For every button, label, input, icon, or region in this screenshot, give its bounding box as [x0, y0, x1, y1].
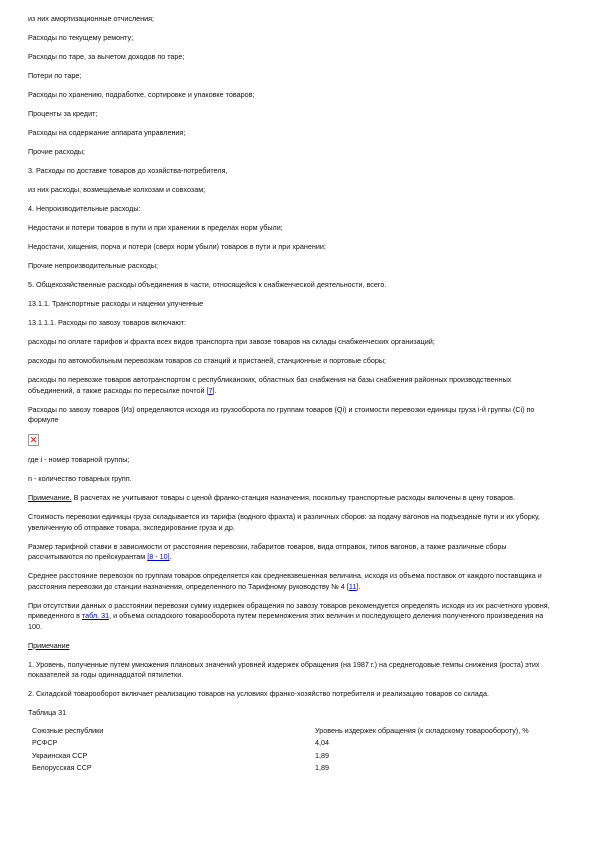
paragraph-end: . [358, 581, 361, 591]
paragraph: 4. Непроизводительные расходы: [28, 204, 141, 213]
reference-link[interactable]: [11] [346, 581, 359, 591]
paragraph: Потери по таре; [28, 71, 82, 80]
table-row [32, 737, 532, 750]
paragraph: из них расходы, возмещаемые колхозам и совхозам; [28, 185, 206, 194]
paragraph-avg-distance [28, 571, 558, 592]
broken-image-icon [28, 434, 39, 446]
paragraph: Прочие непроизводительные расходы; [28, 261, 159, 270]
paragraph-text: Среднее расстояние перевозок по группам товаров определяется как средневзвешенная величина, исходя из объема поставок от каждого поставщика и расстояния перевозки до станции назначения, определенного по Тарифному руководству № 4 [28, 571, 542, 591]
table-cell: РСФСР [32, 738, 58, 747]
paragraph: расходы по автомобильным перевозкам товаров со станций и пристаней, станционные и портовые сборы; [28, 356, 387, 365]
formula-image [28, 434, 558, 448]
paragraph-absence [28, 601, 558, 633]
paragraph-text: расходы по перевозке товаров автотранспортом с республиканских, областных баз снабжения на базы снабжения районных производственных объединений, а также расходы по пересылке почтой [28, 375, 512, 395]
data-table [32, 725, 532, 775]
table-cell: Белорусская ССР [32, 763, 92, 772]
paragraph: Недостачи и потери товаров в пути и при хранении в пределах норм убыли; [28, 223, 283, 232]
table-header-row [32, 725, 532, 738]
section-heading: 13.1.1. Транспортные расходы и наценки улученные [28, 299, 204, 308]
paragraph: Расходы по таре, за вычетом доходов по таре; [28, 52, 185, 61]
table-cell: 4,04 [315, 738, 329, 747]
paragraph-text: , и объема складского товарооборота путем перемножения этих величин и последующего деления полученного произведения на 100. [28, 611, 544, 631]
note-paragraph [28, 493, 558, 504]
paragraph: Расходы на содержание аппарата управления; [28, 128, 186, 137]
table-row [32, 762, 532, 775]
paragraph-where-i: где i - номер товарной группы; [28, 455, 130, 464]
paragraph: Расходы по текущему ремонту; [28, 33, 134, 42]
note-text: В расчетах не учитывают товары с ценой франко-станция назначения, поскольку транспортные расходы включены в цену товаров. [71, 493, 515, 502]
note-item-2: 2. Складской товарооборот включает реализацию товаров на условиях франко-хозяйство потребителя и реализацию товаров со склада. [28, 689, 489, 698]
reference-link[interactable]: [8 - 10] [147, 552, 170, 561]
paragraph-text: При отсутствии данных о расстоянии перевозки сумму издержек обращения по завозу товаров рекомендуется определять исходя из их расчетного уровня, приведенного в [28, 600, 550, 620]
table-row [32, 750, 532, 763]
paragraph-formula-intro: Расходы по завозу товаров (Из) определяются исходя из грузооборота по группам товаров (Qi) и стоимости перевозки единицы груза i-й группы (Ci) по формуле [28, 404, 535, 424]
paragraph-tariff [28, 542, 558, 563]
paragraph-where-n: n - количество товарных групп. [28, 474, 132, 483]
paragraph: 5. Общехозяйственные расходы объединения в части, относящейся к снабженческой деятельности, всего. [28, 280, 387, 289]
table-header-cell: Уровень издержек обращения (к складскому товарообороту), % [315, 725, 529, 735]
paragraph-text: Размер тарифной ставки в зависимости от расстояния перевозки, габаритов товаров, вида отправок, типов вагонов, а также различные сборы рассчитываются по прейскурантам [28, 541, 507, 561]
note-label[interactable]: Примечание. [28, 493, 72, 502]
table-cell: 1,89 [315, 763, 329, 772]
paragraph-list [28, 14, 558, 367]
paragraph: из них амортизационные отчисления; [28, 14, 155, 23]
paragraph: Расходы по хранению, подработке, сортировке и упаковке товаров; [28, 90, 255, 99]
table-header-cell: Союзные республики [32, 725, 104, 735]
paragraph: Проценты за кредит; [28, 109, 98, 118]
paragraph-end: . [214, 385, 217, 395]
table-cell: Украинская ССР [32, 750, 88, 760]
table-cell: 1,89 [315, 750, 329, 760]
paragraph-cost-unit: Стоимость перевозки единицы груза складывается из тарифа (водного фрахта) и различных сборов: за подачу вагонов на подъездные пути и их уборку, увеличенную об отправке товара, экспедирование груза и др. [28, 512, 540, 532]
document-page [28, 14, 558, 775]
paragraph: Недостачи, хищения, порча и потери (сверх норм убыли) товаров в пути и при хранении; [28, 242, 326, 251]
notes-heading-text: Примечание [28, 640, 70, 650]
paragraph-end: . [169, 552, 172, 561]
note-item-1: 1. Уровень, полученные путем умножения плановых значений уровней издержек обращения (на 1987 г.) на среднегодовые темпы снижения (роста) этих показателей за годы одиннадцатой пятилетки. [28, 659, 540, 679]
notes-heading [28, 641, 558, 652]
paragraph: расходы по оплате тарифов и фрахта всех видов транспорта при завозе товаров на склады снабженческих организаций; [28, 337, 435, 346]
paragraph: 3. Расходы по доставке товаров до хозяйства-потребителя, [28, 166, 228, 175]
reference-link[interactable]: [7] [206, 385, 215, 395]
section-heading: 13.1.1.1. Расходы по завозу товаров включают: [28, 318, 186, 327]
paragraph: Прочие расходы; [28, 147, 86, 156]
table-caption: Таблица 31 [28, 708, 67, 717]
paragraph-transport [28, 375, 558, 396]
table-link[interactable]: табл. 31 [81, 611, 110, 620]
